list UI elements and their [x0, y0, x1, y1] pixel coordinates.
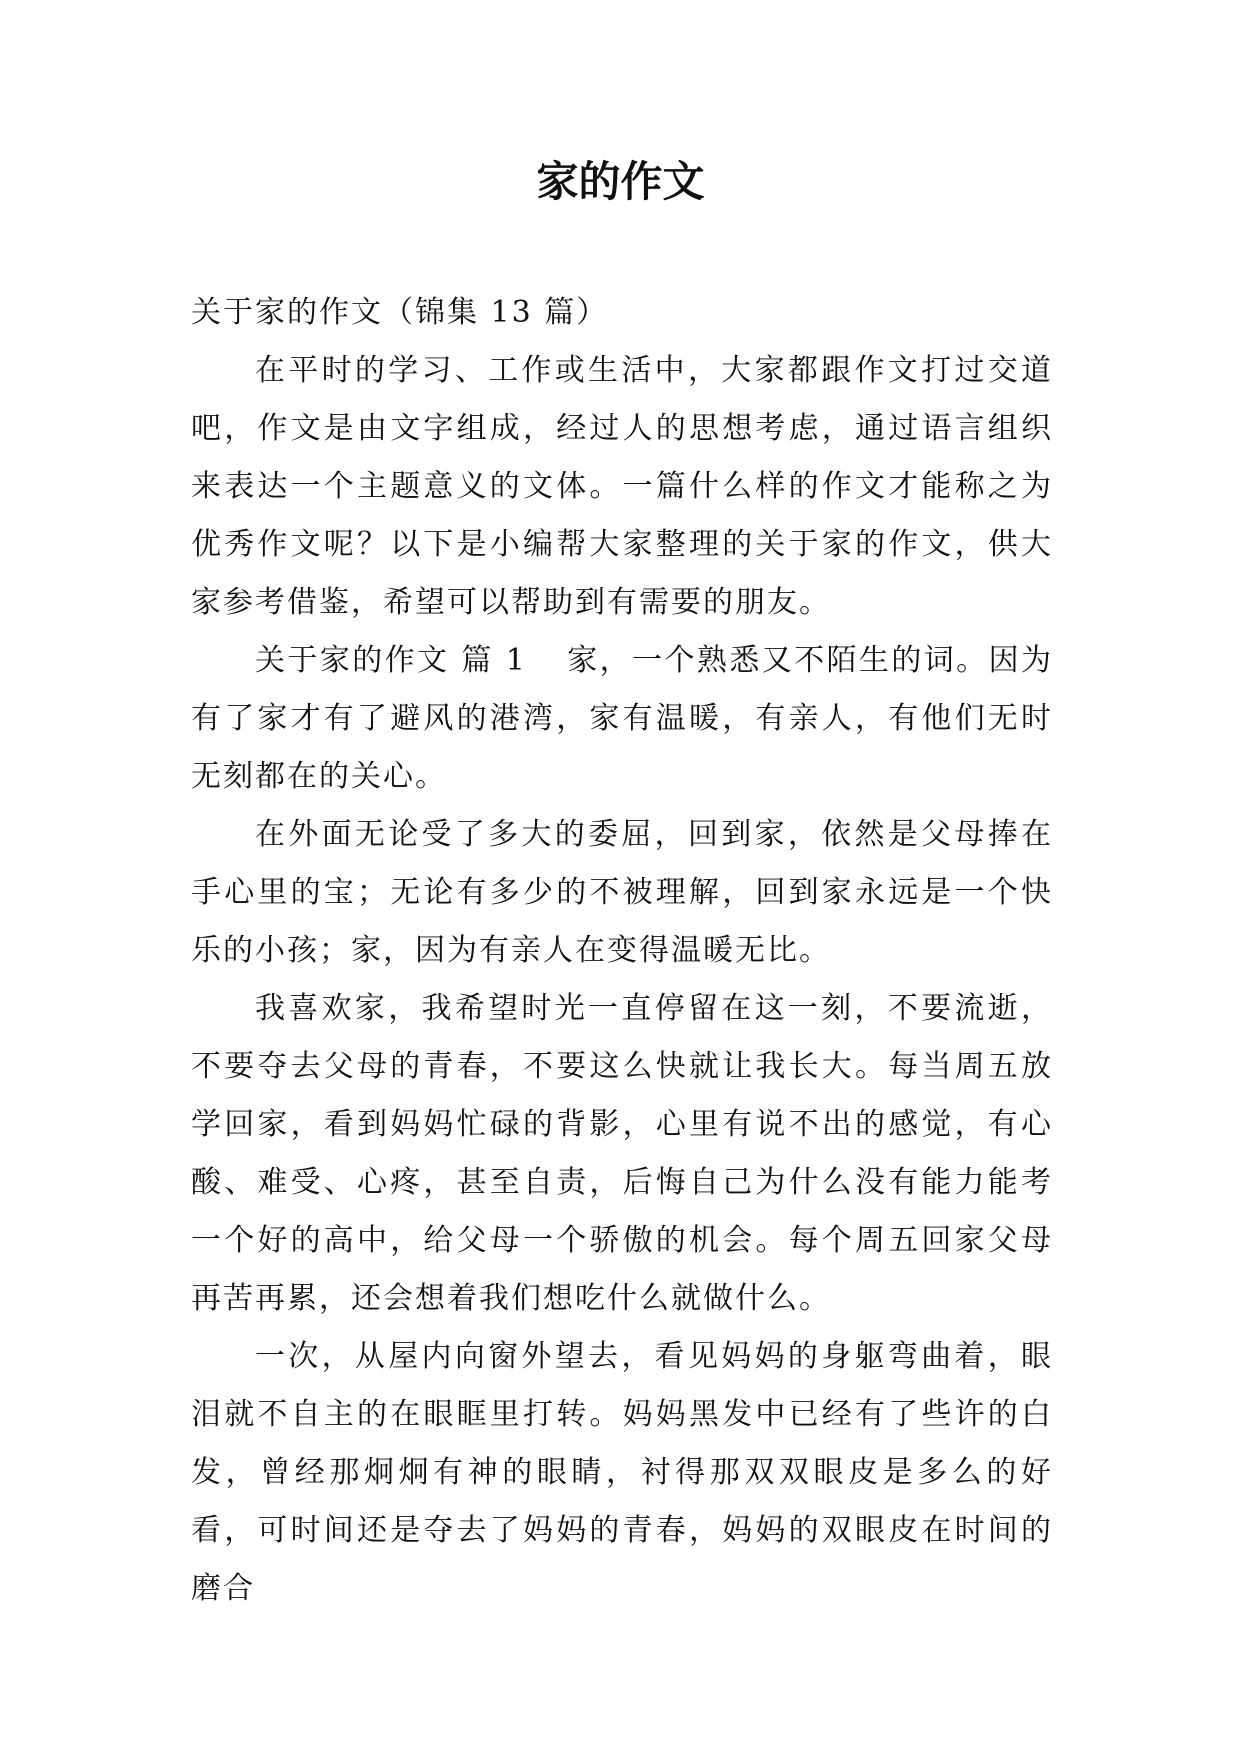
document-body — [191, 284, 1053, 1618]
document-subtitle: 关于家的作文（锦集 13 篇） — [191, 295, 609, 330]
section-1-paragraph-4: 一次，从屋内向窗外望去，看见妈妈的身躯弯曲着，眼泪就不自主的在眼眶里打转。妈妈黑发中已经有了些许的白发，曾经那炯炯有神的眼睛，衬得那双双眼皮是多么的好看，可时间还是夺去了妈妈的青春，妈妈的双眼皮在时间的磨合 — [191, 1339, 1053, 1606]
document-title: 家的作文 — [536, 157, 705, 206]
section-1-paragraph-3: 我喜欢家，我希望时光一直停留在这一刻，不要流逝，不要夺去父母的青春，不要这么快就让我长大。每当周五放学回家，看到妈妈忙碌的背影，心里有说不出的感觉，有心酸、难受、心疼，甚至自责，后悔自己为什么没有能力能考一个好的高中，给父母一个骄傲的机会。每个周五回家父母再苦再累，还会想着我们想吃什么就做什么。 — [191, 991, 1053, 1316]
section-1-paragraph-2: 在外面无论受了多大的委屈，回到家，依然是父母捧在手心里的宝；无论有多少的不被理解，回到家永远是一个快乐的小孩；家，因为有亲人在变得温暖无比。 — [191, 817, 1053, 968]
intro-paragraph: 在平时的学习、工作或生活中，大家都跟作文打过交道吧，作文是由文字组成，经过人的思想考虑，通过语言组织来表达一个主题意义的文体。一篇什么样的作文才能称之为优秀作文呢？以下是小编帮大家整理的关于家的作文，供大家参考借鉴，希望可以帮助到有需要的朋友。 — [191, 353, 1053, 620]
section-1-paragraph-1: 家，一个熟悉又不陌生的词。因为有了家才有了避风的港湾，家有温暖，有亲人，有他们无时无刻都在的关心。 — [191, 643, 1054, 794]
section-1-heading: 关于家的作文 篇 1 — [255, 643, 527, 678]
section-1-first-paragraph — [191, 632, 1053, 806]
